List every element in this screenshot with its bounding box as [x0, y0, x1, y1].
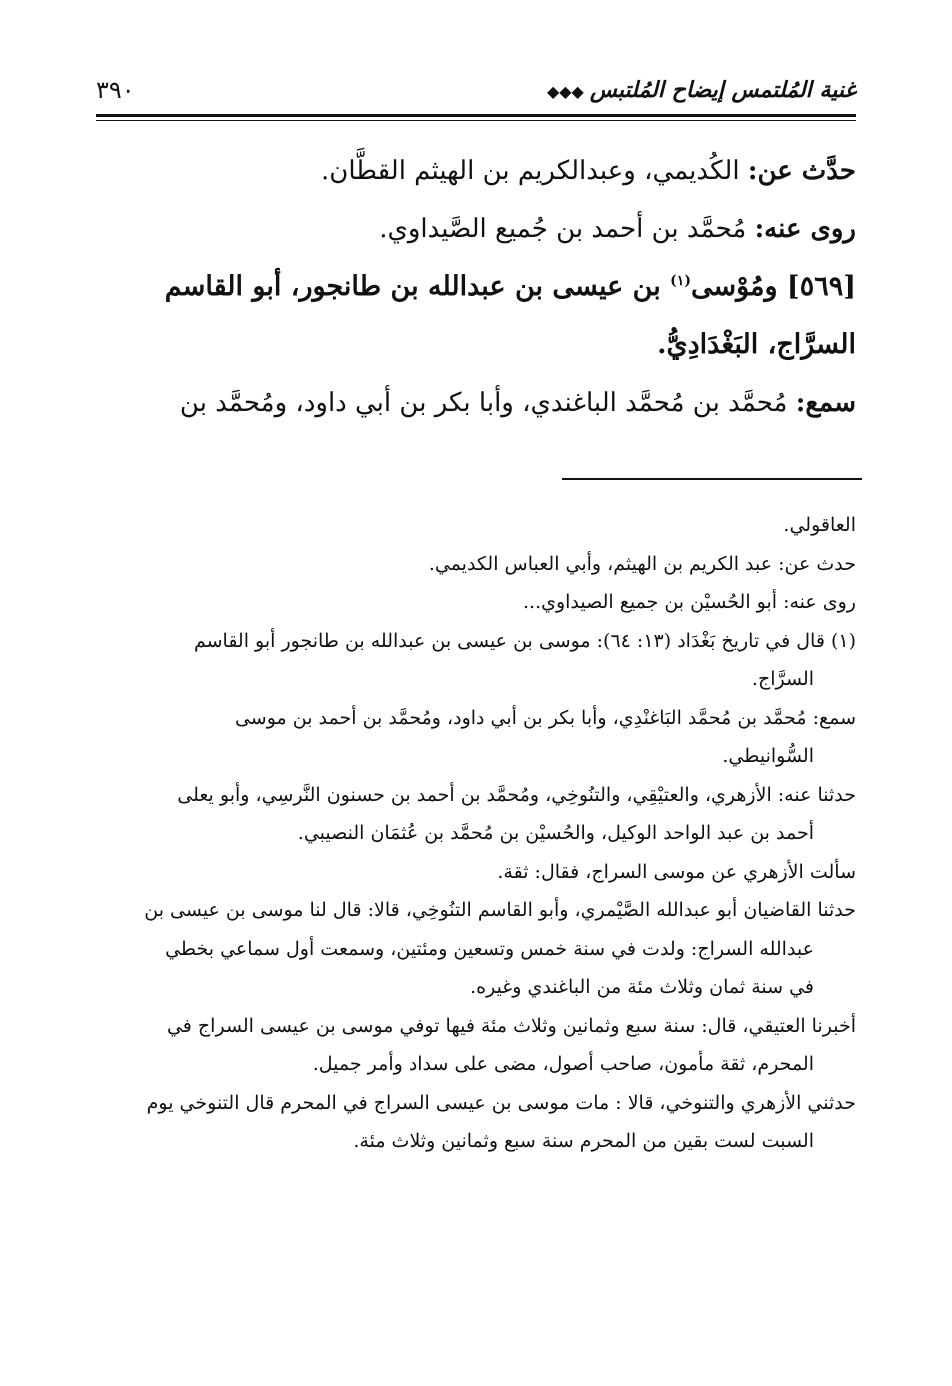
footnote-line: حدثنا عنه: الأزهري، والعتيْقِي، والتنُوخِي، ومُحمَّد بن أحمد بن حسنون النَّرسِي، وأبو يعلى — [177, 783, 856, 806]
page-number: ٣٩٠ — [96, 76, 135, 104]
narrated-from-text: الكُديمي، وعبدالكريم بن الهيثم القطَّان. — [321, 156, 748, 186]
footnote-line: أحمد بن عبد الواحد الوكيل، والحُسيْن بن مُحمَّد بن عُثمَان النصيبي. — [297, 822, 814, 844]
footnotes — [96, 506, 856, 1161]
page-header — [96, 70, 856, 110]
entry-heading-pre: [٥٦٩] ومُوْسى — [690, 271, 856, 302]
footnote-line: (١) قال في تاريخ بَغْدَاد (١٣: ٦٤): موسى بن عيسى بن عبدالله بن طانجور أبو القاسم — [193, 629, 856, 652]
footnote-line: عبدالله السراج: ولدت في سنة خمس وتسعين ومئتين، وسمعت أول سماعي بخطي — [165, 937, 814, 960]
narrated-by-text: مُحمَّد بن أحمد بن جُميع الصَّيداوي. — [379, 214, 755, 244]
running-title — [547, 77, 856, 103]
footnote-ref: (١) — [670, 273, 691, 289]
heard-text: مُحمَّد بن مُحمَّد الباغندي، وأبا بكر بن أبي داود، ومُحمَّد بن — [179, 388, 796, 418]
main-text — [96, 142, 856, 432]
footnote-line: المحرم، ثقة مأمون، صاحب أصول، مضى على سداد وأمر جميل. — [312, 1053, 814, 1075]
footnote-line: السبت لست بقين من المحرم سنة سبع وثمانين وثلاث مئة. — [353, 1130, 814, 1152]
footnote-line: أخبرنا العتيقي، قال: سنة سبع وثمانين وثلاث مئة فيها توفي موسى بن عيسى السراج في — [166, 1014, 856, 1037]
main-line-narrated-by — [96, 200, 856, 258]
header-rule-thin — [96, 120, 856, 121]
footnote-line: السرَّاج. — [751, 668, 814, 690]
diamond-ornament-icon: ◆◆◆ — [546, 82, 584, 101]
label-narrated-from: حدَّث عن: — [747, 156, 856, 186]
main-line-narrated-from — [96, 142, 856, 200]
footnote-line: في سنة ثمان وثلاث مئة من الباغندي وغيره. — [470, 976, 814, 998]
footnote-line: العاقولي. — [783, 514, 856, 536]
entry-heading-line1 — [96, 258, 856, 316]
running-title-text: غنية المُلتمس إيضاح المُلتبس — [589, 77, 856, 103]
entry-heading-line2: السرَّاج، البَغْدَادِيُّ. — [657, 329, 856, 360]
main-line-heard — [96, 374, 856, 432]
label-heard: سمع: — [795, 388, 856, 418]
footnote-line: سألت الأزهري عن موسى السراج، فقال: ثقة. — [497, 860, 856, 883]
footnote-separator — [562, 478, 862, 480]
footnote-line: حدثني الأزهري والتنوخي، قالا : مات موسى بن عيسى السراج في المحرم قال التنوخي يوم — [146, 1091, 856, 1114]
footnote-line: روى عنه: أبو الحُسيْن بن جميع الصيداوي... — [522, 591, 856, 613]
label-narrated-by: روى عنه: — [754, 214, 856, 244]
footnote-line: سمع: مُحمَّد بن مُحمَّد البَاغنْدِي، وأبا بكر بن أبي داود، ومُحمَّد بن أحمد بن موسى — [234, 706, 856, 729]
footnote-line: السُّوانيطي. — [722, 745, 814, 767]
footnote-line: حدث عن: عبد الكريم بن الهيثم، وأبي العباس الكديمي. — [428, 552, 856, 575]
entry-heading-post: بن عيسى بن عبدالله بن طانجور، أبو القاسم — [164, 271, 671, 302]
header-rule-thick — [96, 114, 856, 117]
footnote-line: حدثنا القاضيان أبو عبدالله الصَّيْمري، وأبو القاسم التنُوخِي، قالا: قال لنا موسى بن عيسى بن — [144, 899, 856, 921]
